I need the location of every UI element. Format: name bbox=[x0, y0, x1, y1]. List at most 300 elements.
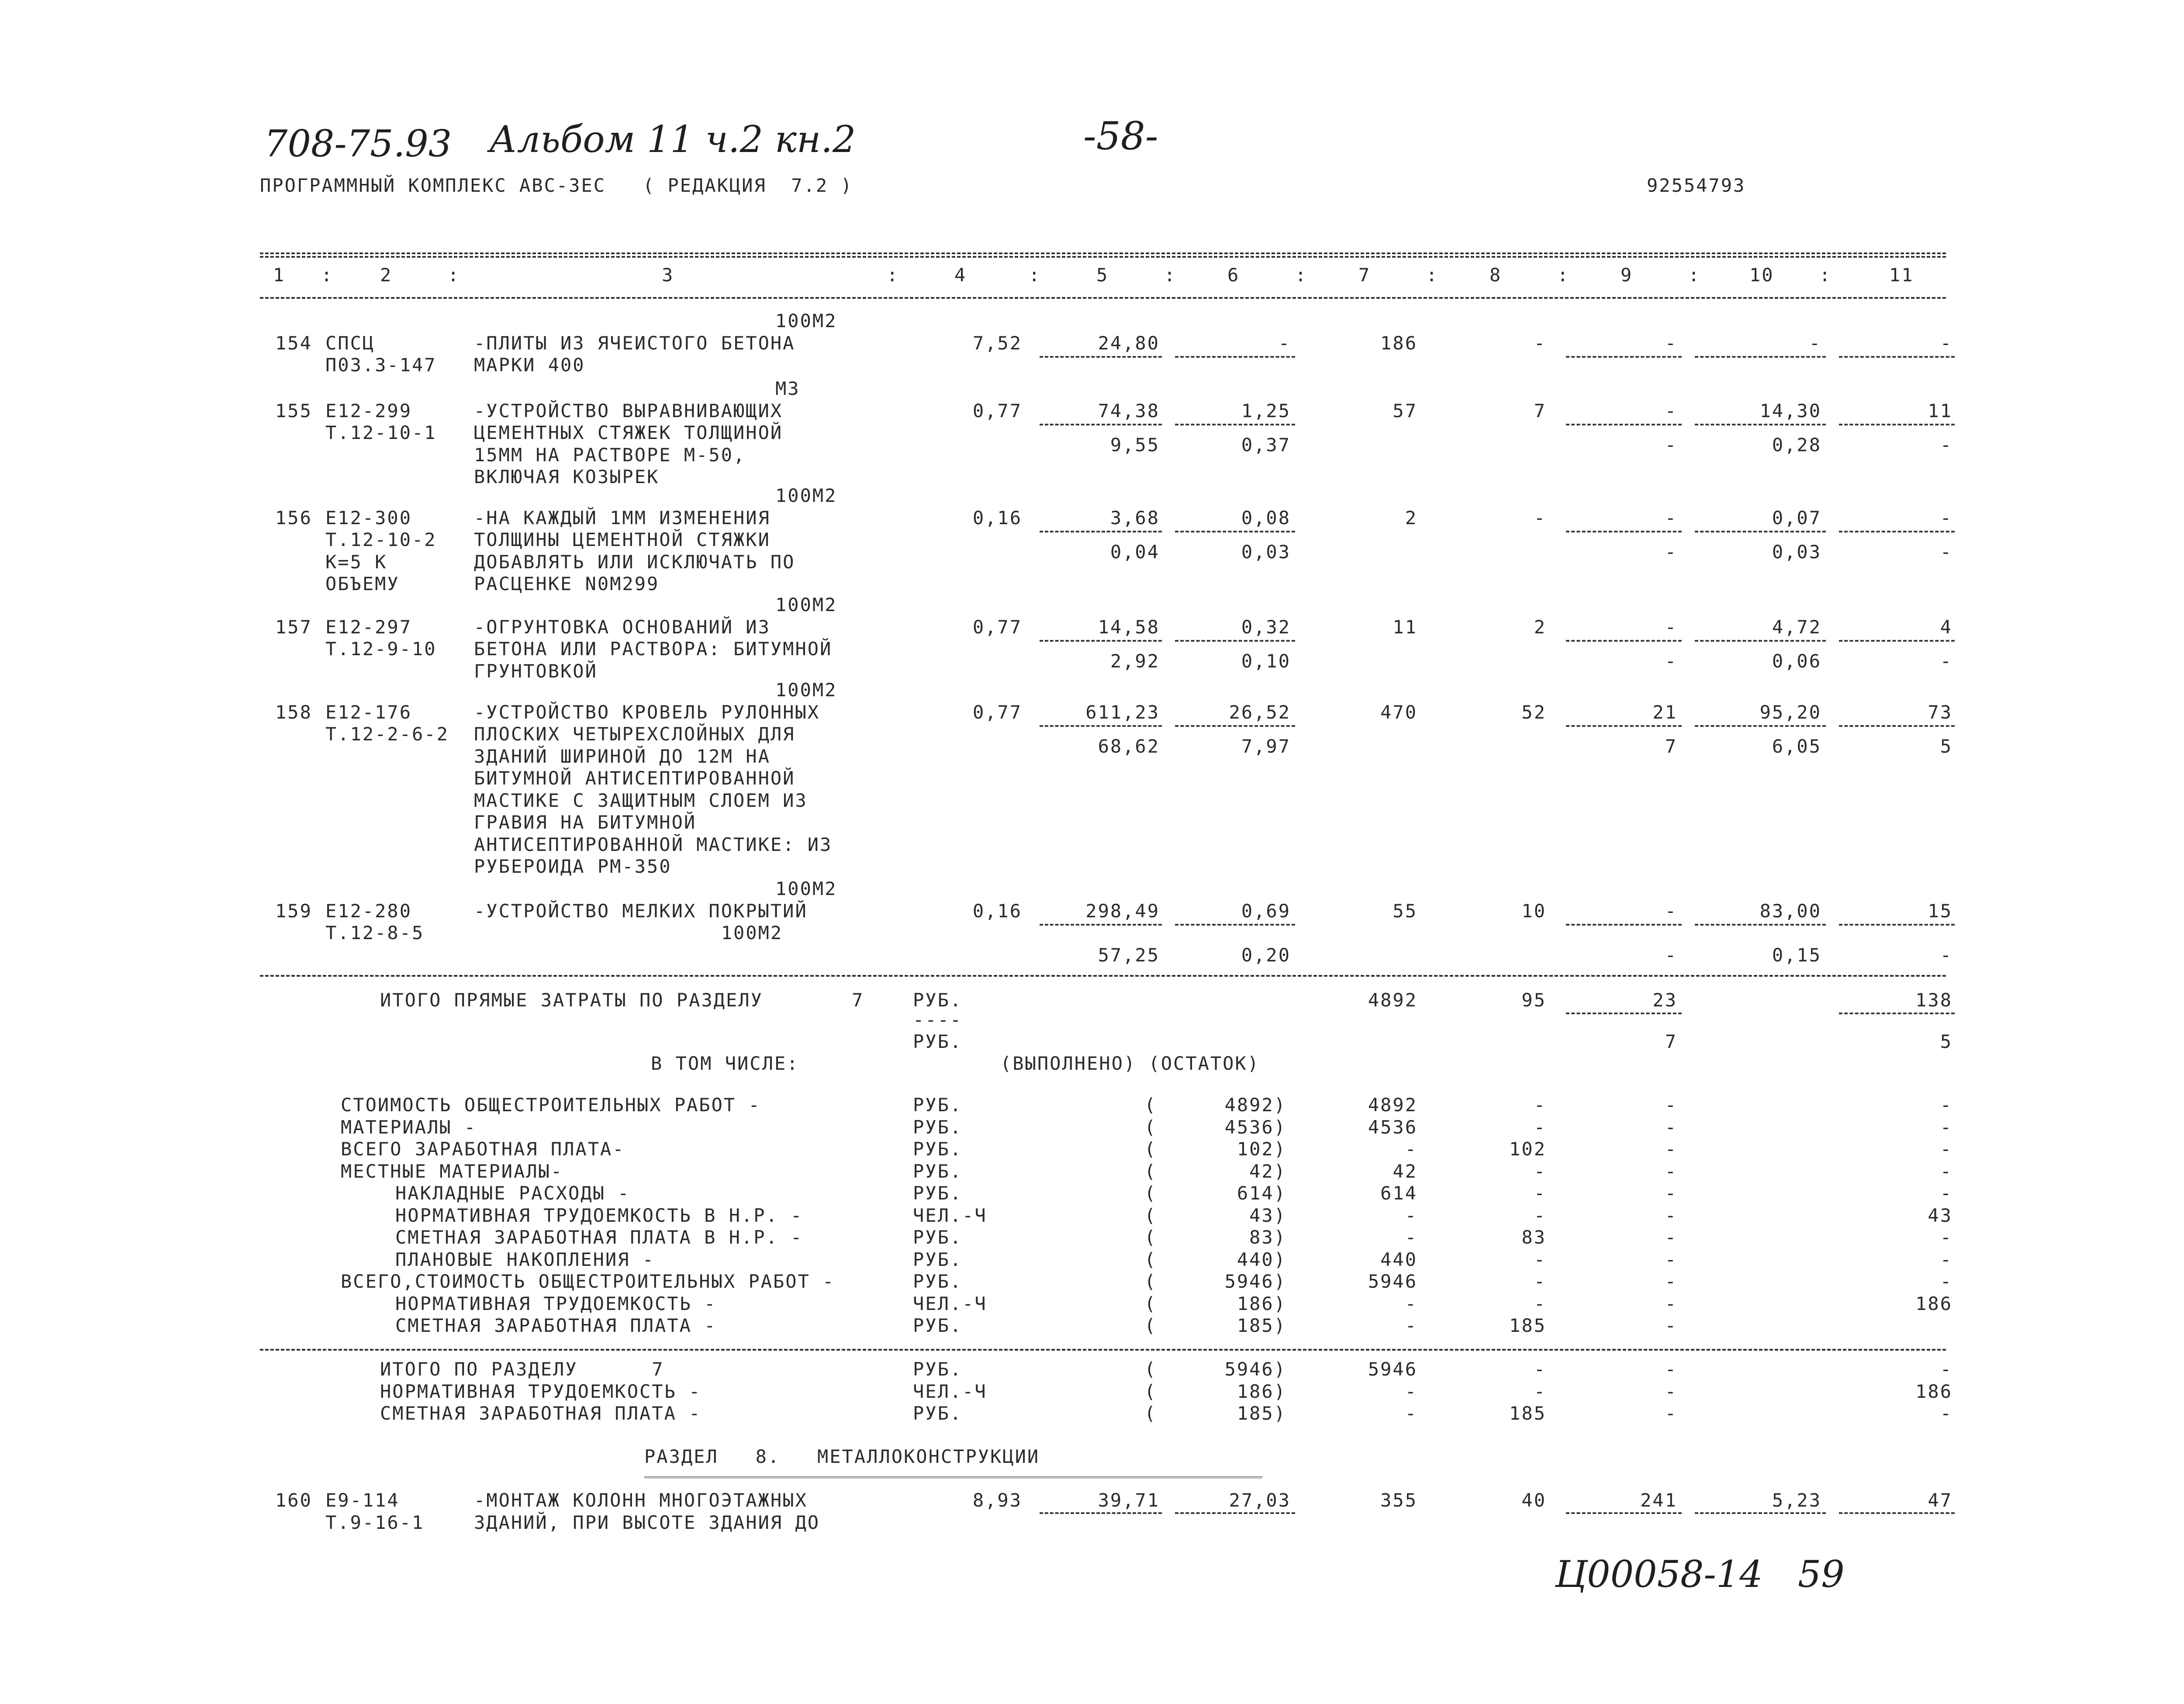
c9-subtotal-rule bbox=[1566, 924, 1682, 926]
labor-machinists-total: 5 bbox=[1940, 735, 1952, 757]
machine-wage-total: - bbox=[1665, 541, 1677, 563]
c11-subtotal-rule bbox=[1839, 424, 1955, 425]
breakdown-c11: - bbox=[1940, 1094, 1952, 1116]
column-separator: : bbox=[1688, 264, 1701, 286]
breakdown-label: МАТЕРИАЛЫ - bbox=[341, 1116, 477, 1138]
rate-code: Т.12-8-5 bbox=[325, 922, 425, 944]
row-number: 156 bbox=[275, 507, 312, 529]
breakdown-unit: ЧЕЛ.-Ч bbox=[913, 1293, 987, 1314]
c5-subtotal-rule bbox=[1040, 924, 1162, 926]
c6-subtotal-rule bbox=[1175, 924, 1295, 926]
section-total-unit: РУБ. bbox=[913, 1358, 963, 1380]
c10-subtotal-rule bbox=[1695, 725, 1826, 727]
unit-label: 100М2 bbox=[775, 878, 837, 899]
total-cost-value: 355 bbox=[1380, 1490, 1417, 1511]
work-description: -УСТРОЙСТВО ВЫРАВНИВАЮЩИХ bbox=[474, 400, 783, 422]
c6-subtotal-rule bbox=[1175, 531, 1295, 532]
total-cost-value: 57 bbox=[1393, 400, 1417, 422]
totals-c11-b: 5 bbox=[1940, 1031, 1952, 1052]
column-separator: : bbox=[321, 264, 334, 286]
work-description: ВКЛЮЧАЯ КОЗЫРЕК bbox=[474, 466, 660, 487]
paren-open: ( bbox=[1144, 1380, 1157, 1402]
section-total-unit: ЧЕЛ.-Ч bbox=[913, 1380, 987, 1402]
breakdown-unit: РУБ. bbox=[913, 1315, 963, 1336]
column-header-9: 9 bbox=[1621, 264, 1633, 286]
breakdown-c11: 43 bbox=[1928, 1204, 1952, 1226]
breakdown-c11: - bbox=[1940, 1271, 1952, 1292]
c5-subtotal-rule bbox=[1040, 531, 1162, 532]
work-description: -НА КАЖДЫЙ 1ММ ИЗМЕНЕНИЯ bbox=[474, 507, 771, 529]
breakdown-c7: - bbox=[1405, 1138, 1417, 1160]
row-number: 154 bbox=[275, 332, 312, 354]
handwritten-page-number: -58- bbox=[1083, 114, 1158, 159]
c6-subtotal-rule bbox=[1175, 640, 1295, 642]
totals-rule bbox=[260, 975, 1946, 977]
c5-subtotal-rule bbox=[1040, 640, 1162, 642]
labor-machinists-total: - bbox=[1940, 650, 1952, 672]
labor-machinists-total: - bbox=[1940, 541, 1952, 563]
breakdown-c8: - bbox=[1534, 1204, 1546, 1226]
breakdown-c8: - bbox=[1534, 1271, 1546, 1292]
unit-cost-machines: 1,25 bbox=[1241, 400, 1291, 422]
c6-subtotal-rule bbox=[1175, 1512, 1295, 1514]
unit-cost-value: 24,80 bbox=[1098, 332, 1160, 354]
work-description: 15ММ НА РАСТВОРЕ М-50, bbox=[474, 444, 746, 466]
section-total-label: НОРМАТИВНАЯ ТРУДОЕМКОСТЬ - bbox=[380, 1380, 702, 1402]
breakdown-c11: - bbox=[1940, 1116, 1952, 1138]
c9-subtotal-rule bbox=[1566, 531, 1682, 532]
column-header-10: 10 bbox=[1749, 264, 1774, 286]
c10-subtotal-rule bbox=[1695, 424, 1826, 425]
next-section-title: РАЗДЕЛ 8. МЕТАЛЛОКОНСТРУКЦИИ bbox=[644, 1446, 1040, 1467]
labor-machinists-total: - bbox=[1940, 944, 1952, 966]
c5-subtotal-rule bbox=[1040, 1512, 1162, 1514]
section-total-label: СМЕТНАЯ ЗАРАБОТНАЯ ПЛАТА - bbox=[380, 1403, 702, 1424]
paren-open: ( bbox=[1144, 1248, 1157, 1270]
totals-c9-rule bbox=[1566, 1013, 1682, 1014]
rate-code: ОБЪЕМУ bbox=[325, 573, 400, 594]
section-total-c11: - bbox=[1940, 1403, 1952, 1424]
breakdown-c11: 186 bbox=[1915, 1293, 1952, 1314]
machine-wage-total: - bbox=[1665, 650, 1677, 672]
total-cost-value: 55 bbox=[1393, 900, 1417, 922]
section-total-label: ИТОГО ПО РАЗДЕЛУ 7 bbox=[380, 1358, 664, 1380]
breakdown-c9: - bbox=[1665, 1293, 1677, 1314]
breakdown-unit: РУБ. bbox=[913, 1094, 963, 1116]
rate-code: СПСЦ bbox=[325, 332, 375, 354]
breakdown-c7: - bbox=[1405, 1293, 1417, 1314]
work-description: -ПЛИТЫ ИЗ ЯЧЕИСТОГО БЕТОНА bbox=[474, 332, 795, 354]
totals-title: ИТОГО ПРЯМЫЕ ЗАТРАТЫ ПО РАЗДЕЛУ bbox=[380, 989, 763, 1011]
column-header-1: 1 bbox=[273, 264, 286, 286]
rate-code: Е12-280 bbox=[325, 900, 412, 922]
section-total-c11: - bbox=[1940, 1358, 1952, 1380]
breakdown-unit: РУБ. bbox=[913, 1160, 963, 1182]
c11-subtotal-rule bbox=[1839, 725, 1955, 727]
column-header-8: 8 bbox=[1489, 264, 1502, 286]
paren-open: ( bbox=[1144, 1403, 1157, 1424]
breakdown-done-value: 5946) bbox=[1224, 1271, 1286, 1292]
machine-wage-value: 0,10 bbox=[1241, 650, 1291, 672]
work-description: -УСТРОЙСТВО КРОВЕЛЬ РУЛОННЫХ bbox=[474, 701, 820, 723]
column-separator: : bbox=[1295, 264, 1308, 286]
c10-subtotal-rule bbox=[1695, 531, 1826, 532]
work-description: РУБЕРОИДА РМ-350 bbox=[474, 856, 672, 877]
unit-cost-value: 74,38 bbox=[1098, 400, 1160, 422]
row-number: 159 bbox=[275, 900, 312, 922]
c10-subtotal-rule bbox=[1695, 640, 1826, 642]
c9-subtotal-rule bbox=[1566, 725, 1682, 727]
c5-subtotal-rule bbox=[1040, 424, 1162, 425]
labor-value: - bbox=[1809, 332, 1821, 354]
breakdown-c9: - bbox=[1665, 1116, 1677, 1138]
labor-value: 5,23 bbox=[1772, 1490, 1821, 1511]
machines-value: - bbox=[1665, 507, 1677, 529]
rate-code: Е9-114 bbox=[325, 1490, 400, 1511]
totals-c7: 4892 bbox=[1368, 989, 1417, 1011]
unit-cost-machines: 0,08 bbox=[1241, 507, 1291, 529]
totals-c8: 95 bbox=[1521, 989, 1546, 1011]
quantity-value: 8,93 bbox=[972, 1490, 1022, 1511]
totals-c9: 23 bbox=[1652, 989, 1677, 1011]
column-separator: : bbox=[1426, 264, 1439, 286]
paren-open: ( bbox=[1144, 1358, 1157, 1380]
totals-c11: 138 bbox=[1915, 989, 1952, 1011]
breakdown-c11: - bbox=[1940, 1182, 1952, 1204]
breakdown-c11: - bbox=[1940, 1160, 1952, 1182]
machines-value: - bbox=[1665, 900, 1677, 922]
labor-total-value: 73 bbox=[1928, 701, 1952, 723]
row-number: 160 bbox=[275, 1490, 312, 1511]
in-that-label: В ТОМ ЧИСЛЕ: bbox=[651, 1053, 799, 1074]
c6-subtotal-rule bbox=[1175, 424, 1295, 425]
breakdown-unit: РУБ. bbox=[913, 1138, 963, 1160]
breakdown-label: НОРМАТИВНАЯ ТРУДОЕМКОСТЬ - bbox=[395, 1293, 717, 1314]
work-description: АНТИСЕПТИРОВАННОЙ МАСТИКЕ: ИЗ bbox=[474, 833, 833, 855]
breakdown-label: СМЕТНАЯ ЗАРАБОТНАЯ ПЛАТА В Н.Р. - bbox=[395, 1227, 803, 1248]
breakdown-unit: РУБ. bbox=[913, 1271, 963, 1292]
section-total-done-value: 186) bbox=[1237, 1380, 1286, 1402]
breakdown-label: ВСЕГО ЗАРАБОТНАЯ ПЛАТА- bbox=[341, 1138, 625, 1160]
labor-total-value: - bbox=[1940, 507, 1952, 529]
rate-code: Т.9-16-1 bbox=[325, 1511, 425, 1533]
rate-code: Е12-176 bbox=[325, 701, 412, 723]
breakdown-c8: 83 bbox=[1521, 1227, 1546, 1248]
totals-dash: ---- bbox=[913, 1009, 963, 1030]
column-separator: : bbox=[1164, 264, 1177, 286]
breakdown-label: СМЕТНАЯ ЗАРАБОТНАЯ ПЛАТА - bbox=[395, 1315, 717, 1336]
breakdown-unit: ЧЕЛ.-Ч bbox=[913, 1204, 987, 1226]
labor-machinists-value: 0,28 bbox=[1772, 434, 1821, 456]
header-rule-top-2 bbox=[260, 256, 1946, 258]
header-rule-bottom bbox=[260, 297, 1946, 299]
column-header-4: 4 bbox=[954, 264, 967, 286]
section-total-c7: - bbox=[1405, 1380, 1417, 1402]
section-total-c8: 185 bbox=[1509, 1403, 1546, 1424]
wage-share-value: 0,04 bbox=[1110, 541, 1160, 563]
breakdown-c8: 102 bbox=[1509, 1138, 1546, 1160]
machine-wage-total: - bbox=[1665, 434, 1677, 456]
breakdown-done-value: 614) bbox=[1237, 1182, 1286, 1204]
breakdown-label: НАКЛАДНЫЕ РАСХОДЫ - bbox=[395, 1182, 630, 1204]
breakdown-c9: - bbox=[1665, 1160, 1677, 1182]
labor-machinists-total: - bbox=[1940, 434, 1952, 456]
unit-label: 100М2 bbox=[775, 679, 837, 701]
breakdown-c7: 440 bbox=[1380, 1248, 1417, 1270]
quantity-value: 0,77 bbox=[972, 701, 1022, 723]
section-total-c8: - bbox=[1534, 1358, 1546, 1380]
totals-c11-rule bbox=[1839, 1013, 1955, 1014]
section-total-rule bbox=[260, 1349, 1946, 1351]
quantity-value: 0,77 bbox=[972, 400, 1022, 422]
breakdown-c9: - bbox=[1665, 1204, 1677, 1226]
unit-cost-machines: - bbox=[1278, 332, 1291, 354]
work-description: РАСЦЕНКЕ N0М299 bbox=[474, 573, 660, 594]
unit-label: М3 bbox=[775, 378, 800, 399]
section-total-c11: 186 bbox=[1915, 1380, 1952, 1402]
unit-label: 100М2 bbox=[775, 310, 837, 332]
breakdown-done-value: 42) bbox=[1249, 1160, 1286, 1182]
work-description: -ОГРУНТОВКА ОСНОВАНИЙ ИЗ bbox=[474, 616, 771, 638]
breakdown-unit: РУБ. bbox=[913, 1182, 963, 1204]
work-description: ЗДАНИЙ ШИРИНОЙ ДО 12М НА bbox=[474, 745, 771, 767]
labor-machinists-value: 0,06 bbox=[1772, 650, 1821, 672]
paren-open: ( bbox=[1144, 1138, 1157, 1160]
c11-subtotal-rule bbox=[1839, 531, 1955, 532]
column-separator: : bbox=[448, 264, 460, 286]
labor-value: 4,72 bbox=[1772, 616, 1821, 638]
quantity-value: 0,77 bbox=[972, 616, 1022, 638]
totals-c9-b: 7 bbox=[1665, 1031, 1677, 1052]
c9-subtotal-rule bbox=[1566, 1512, 1682, 1514]
breakdown-done-value: 4892) bbox=[1224, 1094, 1286, 1116]
labor-total-value: 4 bbox=[1940, 616, 1952, 638]
paren-open: ( bbox=[1144, 1204, 1157, 1226]
breakdown-c7: 4892 bbox=[1368, 1094, 1417, 1116]
breakdown-c7: 4536 bbox=[1368, 1116, 1417, 1138]
breakdown-unit: РУБ. bbox=[913, 1248, 963, 1270]
labor-total-value: - bbox=[1940, 332, 1952, 354]
wages-value: 7 bbox=[1534, 400, 1546, 422]
work-description: БИТУМНОЙ АНТИСЕПТИРОВАННОЙ bbox=[474, 767, 795, 789]
section-title-underline bbox=[644, 1476, 1262, 1478]
breakdown-c7: - bbox=[1405, 1315, 1417, 1336]
c11-subtotal-rule bbox=[1839, 1512, 1955, 1514]
c11-subtotal-rule bbox=[1839, 924, 1955, 926]
quantity-value: 7,52 bbox=[972, 332, 1022, 354]
breakdown-c8: - bbox=[1534, 1182, 1546, 1204]
machine-wage-value: 0,03 bbox=[1241, 541, 1291, 563]
paren-open: ( bbox=[1144, 1293, 1157, 1314]
wage-share-value: 57,25 bbox=[1098, 944, 1160, 966]
column-separator: : bbox=[1557, 264, 1570, 286]
column-separator: : bbox=[1029, 264, 1041, 286]
machine-wage-total: 7 bbox=[1665, 735, 1677, 757]
paren-open: ( bbox=[1144, 1271, 1157, 1292]
breakdown-c8: - bbox=[1534, 1094, 1546, 1116]
breakdown-c9: - bbox=[1665, 1182, 1677, 1204]
column-header-7: 7 bbox=[1358, 264, 1371, 286]
breakdown-c11: - bbox=[1940, 1227, 1952, 1248]
breakdown-c7: 614 bbox=[1380, 1182, 1417, 1204]
machine-wage-value: 7,97 bbox=[1241, 735, 1291, 757]
wages-value: 40 bbox=[1521, 1490, 1546, 1511]
breakdown-c9: - bbox=[1665, 1271, 1677, 1292]
rate-code: Т.12-9-10 bbox=[325, 638, 437, 660]
section-total-c9: - bbox=[1665, 1403, 1677, 1424]
total-cost-value: 186 bbox=[1380, 332, 1417, 354]
c10-subtotal-rule bbox=[1695, 1512, 1826, 1514]
c6-subtotal-rule bbox=[1175, 356, 1295, 358]
rate-code: Е12-299 bbox=[325, 400, 412, 422]
unit-cost-machines: 27,03 bbox=[1229, 1490, 1291, 1511]
section-total-c9: - bbox=[1665, 1380, 1677, 1402]
breakdown-done-value: 440) bbox=[1237, 1248, 1286, 1270]
c9-subtotal-rule bbox=[1566, 356, 1682, 358]
wage-share-value: 68,62 bbox=[1098, 735, 1160, 757]
section-total-c9: - bbox=[1665, 1358, 1677, 1380]
labor-value: 95,20 bbox=[1759, 701, 1821, 723]
breakdown-c8: 185 bbox=[1509, 1315, 1546, 1336]
breakdown-c9: - bbox=[1665, 1094, 1677, 1116]
labor-total-value: 11 bbox=[1928, 400, 1952, 422]
column-separator: : bbox=[1819, 264, 1832, 286]
breakdown-c9: - bbox=[1665, 1138, 1677, 1160]
breakdown-c8: - bbox=[1534, 1293, 1546, 1314]
wage-share-value: 2,92 bbox=[1110, 650, 1160, 672]
labor-total-value: 15 bbox=[1928, 900, 1952, 922]
wage-share-value: 9,55 bbox=[1110, 434, 1160, 456]
wages-value: 52 bbox=[1521, 701, 1546, 723]
work-description: БЕТОНА ИЛИ РАСТВОРА: БИТУМНОЙ bbox=[474, 638, 833, 660]
labor-machinists-value: 6,05 bbox=[1772, 735, 1821, 757]
column-header-6: 6 bbox=[1227, 264, 1240, 286]
breakdown-c9: - bbox=[1665, 1248, 1677, 1270]
c9-subtotal-rule bbox=[1566, 424, 1682, 425]
breakdown-c8: - bbox=[1534, 1160, 1546, 1182]
total-cost-value: 470 bbox=[1380, 701, 1417, 723]
c5-subtotal-rule bbox=[1040, 725, 1162, 727]
work-description: -МОНТАЖ КОЛОНН МНОГОЭТАЖНЫХ bbox=[474, 1490, 808, 1511]
handwritten-footer-note: Ц00058-14 59 bbox=[1555, 1553, 1845, 1596]
c10-subtotal-rule bbox=[1695, 356, 1826, 358]
section-total-done-value: 5946) bbox=[1224, 1358, 1286, 1380]
unit-cost-machines: 0,32 bbox=[1241, 616, 1291, 638]
total-cost-value: 2 bbox=[1405, 507, 1417, 529]
breakdown-c7: - bbox=[1405, 1204, 1417, 1226]
column-header-5: 5 bbox=[1096, 264, 1109, 286]
document-number: 92554793 bbox=[1647, 175, 1746, 196]
total-cost-value: 11 bbox=[1393, 616, 1417, 638]
section-total-done-value: 185) bbox=[1237, 1403, 1286, 1424]
breakdown-label: ПЛАНОВЫЕ НАКОПЛЕНИЯ - bbox=[395, 1248, 655, 1270]
unit-cost-value: 298,49 bbox=[1085, 900, 1160, 922]
machines-value: - bbox=[1665, 400, 1677, 422]
breakdown-done-value: 185) bbox=[1237, 1315, 1286, 1336]
breakdown-c7: 42 bbox=[1393, 1160, 1417, 1182]
unit-cost-machines: 26,52 bbox=[1229, 701, 1291, 723]
c11-subtotal-rule bbox=[1839, 356, 1955, 358]
section-total-c7: - bbox=[1405, 1403, 1417, 1424]
quantity-value: 0,16 bbox=[972, 507, 1022, 529]
machines-value: 21 bbox=[1652, 701, 1677, 723]
row-number: 155 bbox=[275, 400, 312, 422]
breakdown-c9: - bbox=[1665, 1315, 1677, 1336]
paren-open: ( bbox=[1144, 1227, 1157, 1248]
rate-code: Т.12-10-1 bbox=[325, 422, 437, 443]
c9-subtotal-rule bbox=[1566, 640, 1682, 642]
rate-code: Т.12-2-6-2 bbox=[325, 723, 449, 745]
unit-cost-value: 3,68 bbox=[1110, 507, 1160, 529]
paren-open: ( bbox=[1144, 1160, 1157, 1182]
c5-subtotal-rule bbox=[1040, 356, 1162, 358]
row-number: 157 bbox=[275, 616, 312, 638]
breakdown-label: СТОИМОСТЬ ОБЩЕСТРОИТЕЛЬНЫХ РАБОТ - bbox=[341, 1094, 761, 1116]
machines-value: 241 bbox=[1640, 1490, 1677, 1511]
rate-code: Е12-300 bbox=[325, 507, 412, 529]
column-separator: : bbox=[887, 264, 899, 286]
program-header: ПРОГРАММНЫЙ КОМПЛЕКС АВС-3ЕС ( РЕДАКЦИЯ 7.2 ) bbox=[260, 175, 853, 196]
breakdown-c11: - bbox=[1940, 1248, 1952, 1270]
breakdown-label: МЕСТНЫЕ МАТЕРИАЛЫ- bbox=[341, 1160, 563, 1182]
breakdown-c8: - bbox=[1534, 1248, 1546, 1270]
breakdown-unit: РУБ. bbox=[913, 1116, 963, 1138]
wages-value: 10 bbox=[1521, 900, 1546, 922]
breakdown-c7: - bbox=[1405, 1227, 1417, 1248]
wages-value: - bbox=[1534, 507, 1546, 529]
breakdown-c11: - bbox=[1940, 1138, 1952, 1160]
work-description: 100М2 bbox=[474, 922, 783, 944]
c11-subtotal-rule bbox=[1839, 640, 1955, 642]
labor-total-value: 47 bbox=[1928, 1490, 1952, 1511]
totals-unit-2: РУБ. bbox=[913, 1031, 963, 1052]
column-header-3: 3 bbox=[662, 264, 674, 286]
rate-code: Т.12-10-2 bbox=[325, 529, 437, 550]
machine-wage-value: 0,37 bbox=[1241, 434, 1291, 456]
row-number: 158 bbox=[275, 701, 312, 723]
c10-subtotal-rule bbox=[1695, 924, 1826, 926]
breakdown-done-value: 83) bbox=[1249, 1227, 1286, 1248]
labor-value: 14,30 bbox=[1759, 400, 1821, 422]
work-description: ЦЕМЕНТНЫХ СТЯЖЕК ТОЛЩИНОЙ bbox=[474, 422, 783, 443]
work-description: ДОБАВЛЯТЬ ИЛИ ИСКЛЮЧАТЬ ПО bbox=[474, 551, 795, 573]
machine-wage-value: 0,20 bbox=[1241, 944, 1291, 966]
breakdown-done-value: 102) bbox=[1237, 1138, 1286, 1160]
breakdown-done-value: 4536) bbox=[1224, 1116, 1286, 1138]
work-description: ТОЛЩИНЫ ЦЕМЕНТНОЙ СТЯЖКИ bbox=[474, 529, 771, 550]
c6-subtotal-rule bbox=[1175, 725, 1295, 727]
rate-code: Е12-297 bbox=[325, 616, 412, 638]
handwritten-album: Альбом 11 ч.2 кн.2 bbox=[489, 118, 856, 161]
machine-wage-total: - bbox=[1665, 944, 1677, 966]
work-description: ГРАВИЯ НА БИТУМНОЙ bbox=[474, 812, 697, 833]
done-rest-label: (ВЫПОЛНЕНО) (ОСТАТОК) bbox=[1000, 1053, 1260, 1074]
paren-open: ( bbox=[1144, 1094, 1157, 1116]
rate-code: П03.3-147 bbox=[325, 354, 437, 376]
breakdown-label: ВСЕГО,СТОИМОСТЬ ОБЩЕСТРОИТЕЛЬНЫХ РАБОТ - bbox=[341, 1271, 835, 1292]
paren-open: ( bbox=[1144, 1116, 1157, 1138]
rate-code: К=5 К bbox=[325, 551, 387, 573]
breakdown-done-value: 186) bbox=[1237, 1293, 1286, 1314]
unit-cost-machines: 0,69 bbox=[1241, 900, 1291, 922]
machines-value: - bbox=[1665, 616, 1677, 638]
breakdown-done-value: 43) bbox=[1249, 1204, 1286, 1226]
handwritten-code: 708-75.93 bbox=[264, 122, 452, 165]
unit-label: 100М2 bbox=[775, 594, 837, 615]
section-total-unit: РУБ. bbox=[913, 1403, 963, 1424]
section-total-c8: - bbox=[1534, 1380, 1546, 1402]
unit-cost-value: 14,58 bbox=[1098, 616, 1160, 638]
